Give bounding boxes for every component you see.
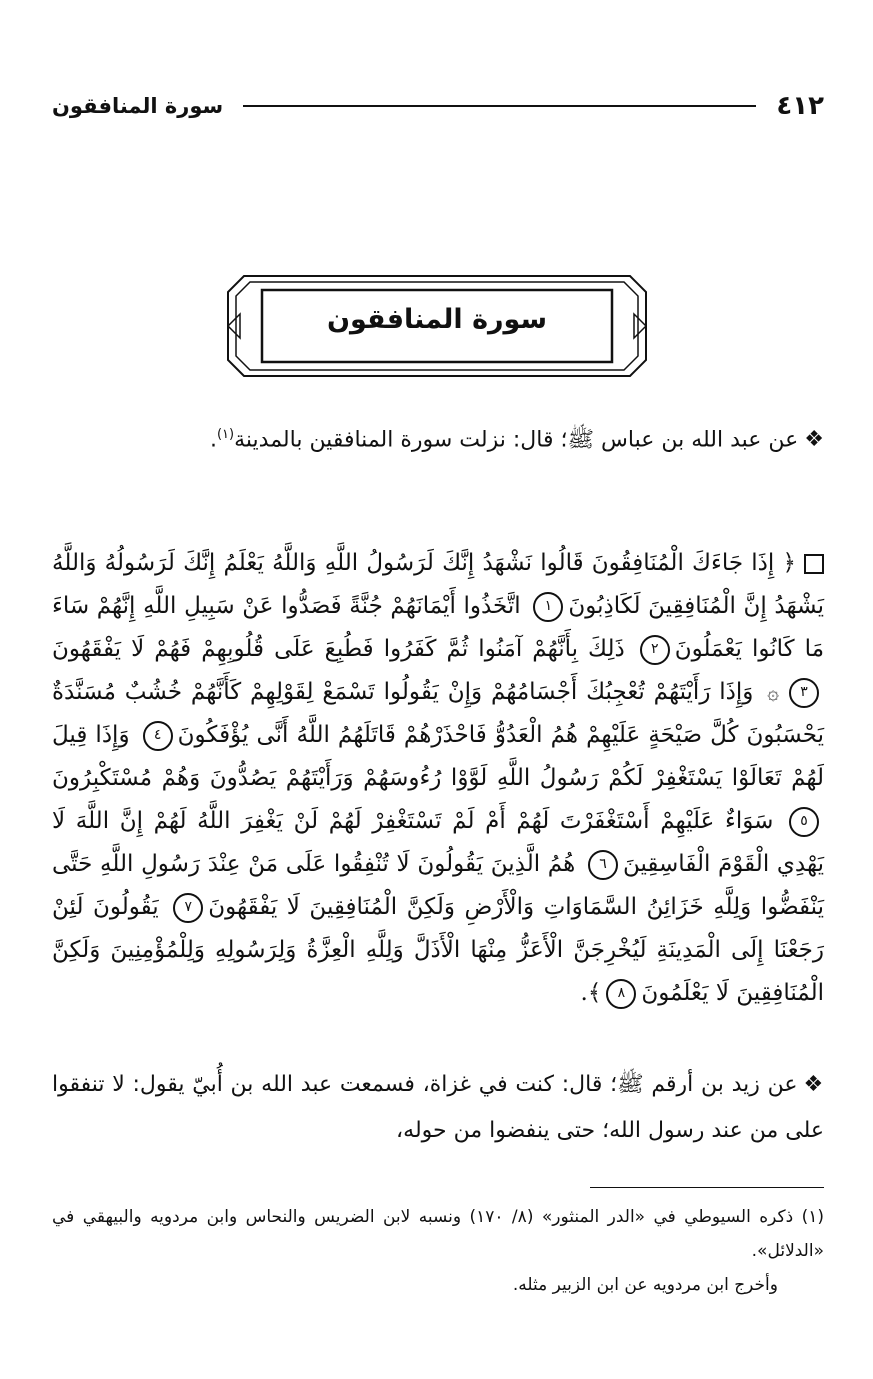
- quran-passage: ﴿ إِذَا جَاءَكَ الْمُنَافِقُونَ قَالُوا نَشْهَدُ إِنَّكَ لَرَسُولُ اللَّهِ وَاللَّهُ يَعْلَمُ إِنَّكَ لَرَسُولُهُ وَاللَّهُ يَشْهَدُ إِنَّ الْمُنَافِقِينَ لَكَاذِبُونَ١ اتَّخَذُوا أَيْمَانَهُمْ جُنَّةً فَصَدُّوا عَنْ سَبِيلِ اللَّهِ إِنَّهُمْ سَاءَ مَا كَانُوا يَعْمَلُونَ٢ ذَلِكَ بِأَنَّهُمْ آمَنُوا ثُمَّ كَفَرُوا فَطُبِعَ عَلَى قُلُوبِهِمْ فَهُمْ لَا يَفْقَهُونَ٣۞ وَإِذَا رَأَيْتَهُمْ تُعْجِبُكَ أَجْسَامُهُمْ وَإِنْ يَقُولُوا تَسْمَعْ لِقَوْلِهِمْ كَأَنَّهُمْ خُشُبٌ مُسَنَّدَةٌ يَحْسَبُونَ كُلَّ صَيْحَةٍ عَلَيْهِمْ هُمُ الْعَدُوُّ فَاحْذَرْهُمْ قَاتَلَهُمُ اللَّهُ أَنَّى يُؤْفَكُونَ٤ وَإِذَا قِيلَ لَهُمْ تَعَالَوْا يَسْتَغْفِرْ لَكُمْ رَسُولُ اللَّهِ لَوَّوْا رُءُوسَهُمْ وَرَأَيْتَهُمْ يَصُدُّونَ وَهُمْ مُسْتَكْبِرُونَ٥ سَوَاءٌ عَلَيْهِمْ أَسْتَغْفَرْتَ لَهُمْ أَمْ لَمْ تَسْتَغْفِرْ لَهُمْ لَنْ يَغْفِرَ اللَّهُ لَهُمْ إِنَّ اللَّهَ لَا يَهْدِي الْقَوْمَ الْفَاسِقِينَ٦ هُمُ الَّذِينَ يَقُولُونَ لَا تُنْفِقُوا عَلَى مَنْ عِنْدَ رَسُولِ اللَّهِ حَتَّى يَنْفَضُّوا وَلِلَّهِ خَزَائِنُ السَّمَاوَاتِ وَالْأَرْضِ وَلَكِنَّ الْمُنَافِقِينَ لَا يَفْقَهُونَ٧ يَقُولُونَ لَئِنْ رَجَعْنَا إِلَى الْمَدِينَةِ لَيُخْرِجَنَّ الْأَعَزُّ مِنْهَا الْأَذَلَّ وَلِلَّهِ الْعِزَّةُ وَلِرَسُولِهِ وَلِلْمُؤْمِنِينَ وَلَكِنَّ الْمُنَافِقِينَ لَا يَعْلَمُونَ٨﴾.: [52, 542, 824, 1015]
- verse-text: إِذَا جَاءَكَ الْمُنَافِقُونَ قَالُوا نَشْهَدُ إِنَّكَ لَرَسُولُ اللَّهِ وَاللَّهُ يَعْلَمُ إِنَّكَ لَرَسُولُهُ وَاللَّهُ يَشْهَدُ إِنَّ الْمُنَافِقِينَ لَكَاذِبُونَ: [52, 550, 825, 619]
- hadith-paragraph-2: [52, 1062, 824, 1154]
- ayah-separator-icon: ۞: [767, 680, 779, 704]
- verse-text: اتَّخَذُوا أَيْمَانَهُمْ جُنَّةً فَصَدُّوا عَنْ سَبِيلِ اللَّهِ إِنَّهُمْ سَاءَ مَا كَانُوا يَعْمَلُونَ: [52, 593, 825, 662]
- verse-text: وَإِذَا قِيلَ لَهُمْ تَعَالَوْا يَسْتَغْفِرْ لَكُمْ رَسُولُ اللَّهِ لَوَّوْا رُءُوسَهُمْ وَرَأَيْتَهُمْ يَصُدُّونَ وَهُمْ مُسْتَكْبِرُونَ: [52, 722, 824, 791]
- footnote-ref[interactable]: (١): [216, 427, 235, 442]
- footnote-1: (١) ذكره السيوطي في «الدر المنثور» (٨/ ١٧٠) ونسبه لابن الضريس والنحاس وابن مردويه والبيهقي في «الدلائل».: [52, 1207, 825, 1261]
- ayah-number-icon: ٥: [789, 807, 819, 837]
- running-title: سورة المنافقون: [52, 94, 224, 118]
- verse-text: ذَلِكَ بِأَنَّهُمْ آمَنُوا ثُمَّ كَفَرُوا فَطُبِعَ عَلَى قُلُوبِهِمْ فَهُمْ لَا يَفْقَهُونَ: [52, 636, 625, 662]
- quran-close-bracket: ﴾: [587, 980, 602, 1006]
- square-marker-icon: [804, 554, 824, 574]
- page-number: ٤١٢: [776, 91, 824, 121]
- hadith-1-text: عن عبد الله بن عباس ﷺ؛ قال: نزلت سورة المنافقين بالمدينة: [234, 427, 799, 453]
- footnote-1-continuation: وأخرج ابن مردويه عن ابن الزبير مثله.: [512, 1275, 778, 1295]
- verse-text: سَوَاءٌ عَلَيْهِمْ أَسْتَغْفَرْتَ لَهُمْ أَمْ لَمْ تَسْتَغْفِرْ لَهُمْ لَنْ يَغْفِرَ اللَّهُ لَهُمْ إِنَّ اللَّهَ لَا يَهْدِي الْقَوْمَ الْفَاسِقِينَ: [52, 808, 824, 877]
- verse-text: هُمُ الَّذِينَ يَقُولُونَ لَا تُنْفِقُوا عَلَى مَنْ عِنْدَ رَسُولِ اللَّهِ حَتَّى يَنْفَضُّوا وَلِلَّهِ خَزَائِنُ السَّمَاوَاتِ وَالْأَرْضِ وَلَكِنَّ الْمُنَافِقِينَ لَا يَفْقَهُونَ: [52, 851, 824, 920]
- footnotes: [52, 1200, 824, 1302]
- surah-title: سورة المنافقون: [326, 304, 548, 335]
- ayah-number-icon: ٨: [606, 979, 636, 1009]
- ayah-number-icon: ٦: [588, 850, 618, 880]
- page-header: [52, 88, 824, 124]
- verse-text: وَإِذَا رَأَيْتَهُمْ تُعْجِبُكَ أَجْسَامُهُمْ وَإِنْ يَقُولُوا تَسْمَعْ لِقَوْلِهِمْ كَأَنَّهُمْ خُشُبٌ مُسَنَّدَةٌ يَحْسَبُونَ كُلَّ صَيْحَةٍ عَلَيْهِمْ هُمُ الْعَدُوُّ فَاحْذَرْهُمْ قَاتَلَهُمُ اللَّهُ أَنَّى يُؤْفَكُونَ: [52, 679, 824, 748]
- header-rule: [243, 105, 756, 107]
- bullet-icon: ❖: [803, 1072, 824, 1097]
- hadith-paragraph-1: ❖عن عبد الله بن عباس ﷺ؛ قال: نزلت سورة المنافقين بالمدينة$^{(١)}$.: [209, 427, 824, 453]
- hadith-2-text: عن زيد بن أرقم ﷺ؛ قال: كنت في غزاة، فسمعت عبد الله بن أُبيّ يقول: لا تنفقوا على من عند رسول الله؛ حتى ينفضوا من حوله،: [52, 1072, 824, 1143]
- quran-open-bracket: ﴿: [782, 550, 796, 576]
- surah-title-frame: [222, 270, 652, 382]
- ayah-number-icon: ٢: [640, 635, 670, 665]
- verse-text: يَقُولُونَ لَئِنْ رَجَعْنَا إِلَى الْمَدِينَةِ لَيُخْرِجَنَّ الْأَعَزُّ مِنْهَا الْأَذَلَّ وَلِلَّهِ الْعِزَّةُ وَلِرَسُولِهِ وَلِلْمُؤْمِنِينَ وَلَكِنَّ الْمُنَافِقِينَ لَا يَعْلَمُونَ: [52, 894, 824, 1006]
- ayah-number-icon: ١: [533, 592, 563, 622]
- ayah-number-icon: ٣: [789, 678, 819, 708]
- ayah-number-icon: ٧: [173, 893, 203, 923]
- bullet-icon: ❖: [804, 427, 824, 453]
- ayah-number-icon: ٤: [143, 721, 173, 751]
- footnote-rule: [590, 1187, 824, 1188]
